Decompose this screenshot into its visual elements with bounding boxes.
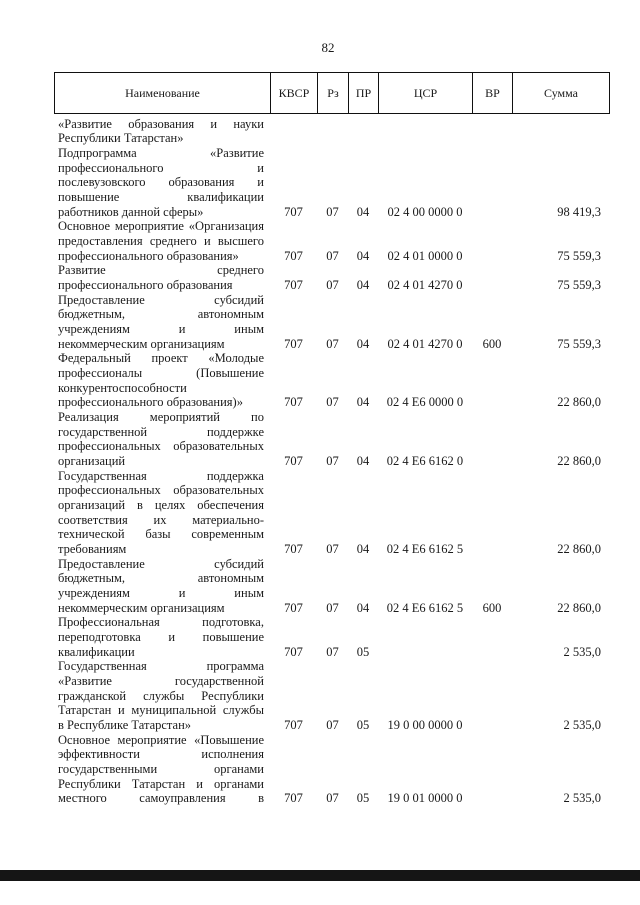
row-name-line: Развитие среднего [58, 263, 264, 278]
cell-sum: 22 860,0 [557, 395, 601, 410]
cell-sum: 22 860,0 [557, 541, 601, 556]
row-name-line: Подпрограмма «Развитие [58, 145, 264, 160]
cell-pr: 04 [356, 453, 370, 468]
row-name-line: учреждениям и иным [58, 586, 264, 600]
cell-sum: 98 419,3 [557, 204, 601, 219]
row-name-line: повышение квалификации [58, 189, 264, 204]
row-name-line: Татарстан и муниципальной службы [58, 703, 264, 718]
row-name-line: Республики Татарстан и органами [58, 776, 264, 791]
row-name-line: профессионалы (Повышение [58, 365, 264, 380]
row-name-line: профессиональных образовательных [58, 483, 264, 498]
row-name-line: работников данной сферы» [58, 204, 204, 219]
row-name-line: «Развитие государственной [58, 674, 264, 689]
row-name-line: «Развитие образования и науки [58, 116, 264, 131]
table-row [54, 733, 610, 806]
row-name-cell [54, 146, 270, 219]
cell-pr: 04 [356, 336, 370, 351]
header-csr: ЦСР [378, 73, 472, 113]
row-name-line: соответствия их материально- [58, 512, 264, 527]
row-name-line: эффективности исполнения [58, 747, 264, 762]
row-name-line: профессионального образования» [58, 248, 239, 263]
cell-kvsr: 707 [284, 248, 303, 263]
scan-edge-band [0, 870, 640, 881]
table-body [54, 117, 610, 807]
row-name-cell [54, 410, 270, 469]
cell-sum: 2 535,0 [563, 718, 601, 733]
row-name-line: местного самоуправления в [58, 791, 264, 806]
cell-pr: 05 [356, 718, 370, 733]
row-name-line: квалификации [58, 644, 135, 659]
cell-vr: 600 [482, 336, 502, 351]
cell-csr: 02 4 01 0000 0 [387, 248, 463, 263]
cell-kvsr: 707 [284, 791, 303, 806]
row-name-line: профессионального образования [58, 277, 233, 292]
row-name-line: послевузовского образования и [58, 175, 264, 190]
cell-kvsr: 707 [284, 644, 303, 659]
row-name-line: Основное мероприятие «Организация [58, 219, 264, 234]
row-name-cell [54, 659, 270, 732]
cell-kvsr: 707 [284, 336, 303, 351]
cell-rz: 07 [326, 204, 339, 219]
table-row [54, 219, 610, 263]
table-row [54, 117, 610, 146]
header-kvsr: КВСР [270, 73, 317, 113]
row-name-line: государственными органами [58, 762, 264, 777]
row-name-line: Федеральный проект «Молодые [58, 351, 264, 366]
cell-csr: 02 4 01 4270 0 [387, 336, 463, 351]
table-row [54, 469, 610, 557]
cell-kvsr: 707 [284, 395, 303, 410]
table-row [54, 659, 610, 732]
row-name-line: Государственная программа [58, 659, 264, 674]
cell-pr: 05 [356, 644, 370, 659]
row-name-line: предоставления среднего и высшего [58, 233, 264, 248]
row-name-line: Республики Татарстан» [58, 131, 184, 146]
table-row [54, 615, 610, 659]
table-row [54, 263, 610, 292]
cell-pr: 05 [356, 791, 370, 806]
cell-csr: 02 4 01 4270 0 [387, 277, 463, 292]
cell-rz: 07 [326, 600, 339, 615]
cell-pr: 04 [356, 541, 370, 556]
table-row [54, 146, 610, 219]
row-name-line: Предоставление субсидий [58, 556, 264, 571]
row-name-cell [54, 263, 270, 292]
row-name-line: учреждениям и иным [58, 321, 264, 336]
row-name-line: конкурентоспособности [58, 380, 187, 395]
header-pr: ПР [348, 73, 378, 113]
row-name-cell [54, 557, 270, 616]
cell-rz: 07 [326, 336, 339, 351]
cell-kvsr: 707 [284, 541, 303, 556]
cell-csr: 19 0 00 0000 0 [387, 718, 463, 733]
row-name-cell [54, 733, 270, 806]
cell-rz: 07 [326, 453, 339, 468]
cell-kvsr: 707 [284, 204, 303, 219]
row-name-cell [54, 117, 270, 146]
row-name-line: организаций [58, 453, 126, 468]
cell-rz: 07 [326, 541, 339, 556]
row-name-line: гражданской службы Республики [58, 688, 264, 703]
row-name-line: Профессиональная подготовка, [58, 615, 264, 630]
table-row [54, 293, 610, 352]
cell-rz: 07 [326, 718, 339, 733]
cell-rz: 07 [326, 277, 339, 292]
cell-rz: 07 [326, 248, 339, 263]
cell-pr: 04 [356, 248, 370, 263]
row-name-line: требованиям [58, 541, 127, 556]
row-name-line: Основное мероприятие «Повышение [58, 732, 264, 747]
row-name-cell [54, 351, 270, 410]
cell-pr: 04 [356, 600, 370, 615]
cell-csr: 19 0 01 0000 0 [387, 791, 463, 806]
row-name-line: Предоставление субсидий [58, 292, 264, 307]
cell-rz: 07 [326, 395, 339, 410]
cell-sum: 75 559,3 [557, 277, 601, 292]
row-name-cell [54, 219, 270, 263]
cell-sum: 2 535,0 [563, 791, 601, 806]
row-name-line: государственной поддержке [58, 424, 264, 439]
row-name-line: организаций в целях обеспечения [58, 497, 264, 512]
row-name-line: профессионального и [58, 160, 264, 175]
cell-pr: 04 [356, 395, 370, 410]
header-sum: Сумма [512, 73, 610, 113]
table-row [54, 351, 610, 410]
cell-sum: 22 860,0 [557, 600, 601, 615]
row-name-line: некоммерческим организациям [58, 600, 225, 615]
cell-kvsr: 707 [284, 718, 303, 733]
cell-pr: 04 [356, 277, 370, 292]
row-name-line: профессиональных образовательных [58, 439, 264, 454]
cell-sum: 2 535,0 [563, 644, 601, 659]
cell-csr: 02 4 Е6 6162 0 [386, 453, 464, 468]
table-header [54, 72, 610, 114]
table-row [54, 557, 610, 616]
row-name-line: в Республике Татарстан» [58, 718, 192, 733]
row-name-cell [54, 469, 270, 557]
cell-pr: 04 [356, 204, 370, 219]
row-name-cell [54, 293, 270, 352]
row-name-cell [54, 615, 270, 659]
cell-sum: 22 860,0 [557, 453, 601, 468]
cell-csr: 02 4 Е6 6162 5 [386, 541, 464, 556]
row-name-line: некоммерческим организациям [58, 336, 225, 351]
row-name-line: Реализация мероприятий по [58, 409, 264, 424]
cell-vr: 600 [482, 600, 502, 615]
row-name-line: переподготовка и повышение [58, 630, 264, 645]
row-name-line: бюджетным, автономным [58, 571, 264, 586]
table-row [54, 410, 610, 469]
cell-kvsr: 707 [284, 453, 303, 468]
cell-rz: 07 [326, 644, 339, 659]
cell-csr: 02 4 Е6 6162 5 [386, 600, 464, 615]
cell-kvsr: 707 [284, 277, 303, 292]
row-name-line: Государственная поддержка [58, 468, 264, 483]
cell-rz: 07 [326, 791, 339, 806]
page-number: 82 [321, 40, 335, 55]
row-name-line: бюджетным, автономным [58, 307, 264, 322]
header-rz: Рз [317, 73, 348, 113]
row-name-line: профессионального образования)» [58, 395, 243, 410]
cell-csr: 02 4 Е6 0000 0 [386, 395, 464, 410]
cell-kvsr: 707 [284, 600, 303, 615]
header-vr: ВР [472, 73, 512, 113]
row-name-line: технической базы современным [58, 527, 264, 542]
header-name: Наименование [54, 73, 270, 113]
cell-sum: 75 559,3 [557, 336, 601, 351]
cell-sum: 75 559,3 [557, 248, 601, 263]
cell-csr: 02 4 00 0000 0 [387, 204, 463, 219]
